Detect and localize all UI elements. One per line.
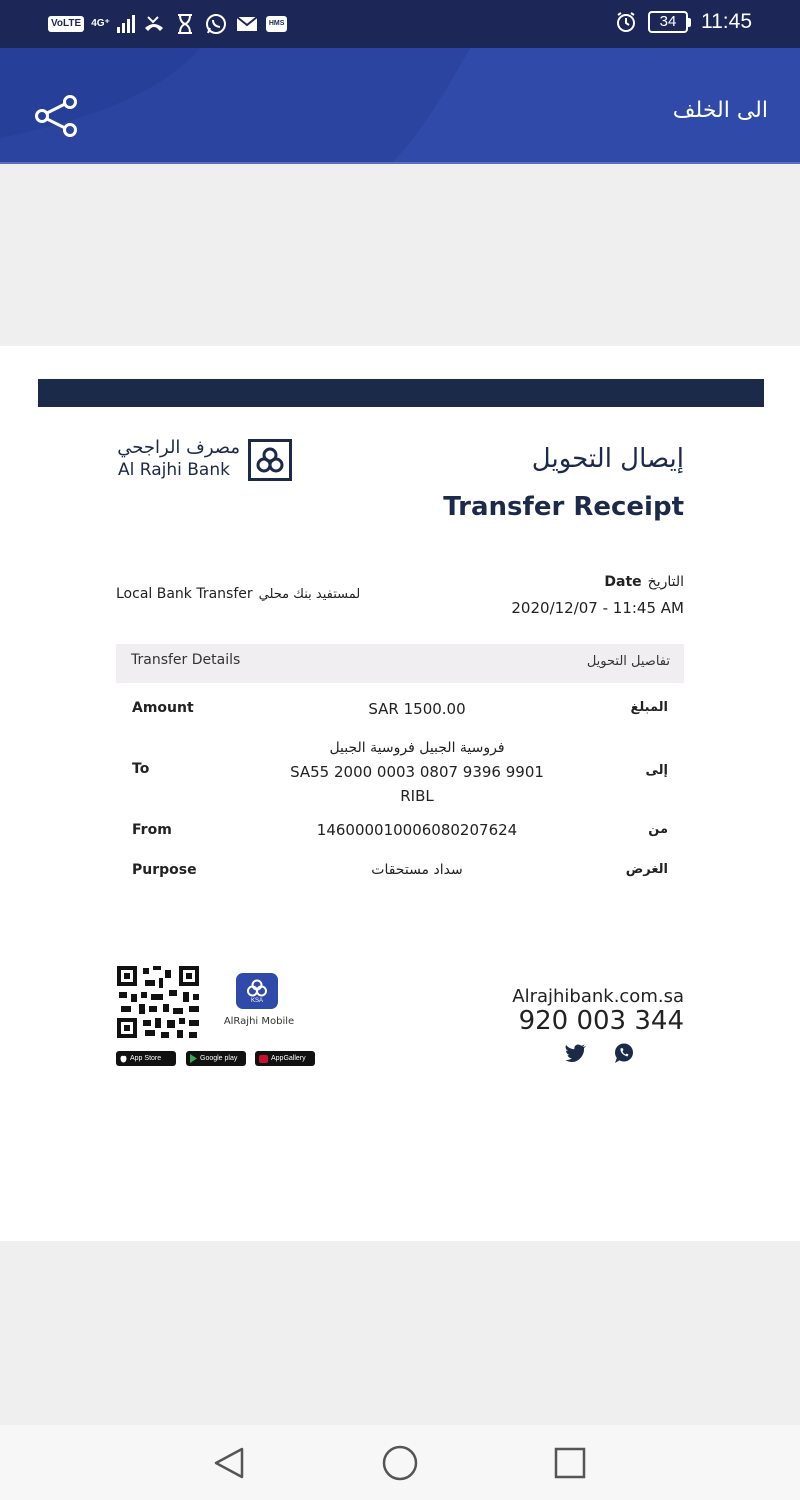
signal-icon bbox=[117, 15, 135, 33]
back-triangle-icon bbox=[212, 1446, 246, 1480]
amount-label-ar: المبلغ bbox=[630, 700, 668, 715]
battery-icon bbox=[648, 11, 691, 33]
bank-logo bbox=[116, 438, 294, 484]
status-bar bbox=[0, 0, 800, 48]
details-header-ar: تفاصيل التحويل bbox=[586, 654, 670, 669]
nav-back-button[interactable] bbox=[205, 1441, 253, 1485]
phone-number[interactable]: 920 003 344 bbox=[518, 1006, 684, 1036]
to-label: To bbox=[132, 761, 150, 777]
transfer-receipt bbox=[0, 346, 800, 1241]
status-time: 11:45 bbox=[701, 10, 752, 33]
nav-home-button[interactable] bbox=[376, 1441, 424, 1485]
receipt-title-arabic: إيصال التحويل bbox=[531, 444, 684, 474]
recents-square-icon bbox=[553, 1446, 587, 1480]
purpose-value bbox=[262, 858, 572, 882]
home-circle-icon bbox=[381, 1444, 419, 1482]
purpose-label: Purpose bbox=[132, 862, 197, 878]
receipt-title: Transfer Receipt bbox=[443, 492, 684, 522]
transfer-details-header bbox=[116, 644, 684, 683]
to-value bbox=[262, 736, 572, 808]
app-gallery-label: AppGallery bbox=[271, 1055, 306, 1062]
from-label-ar: من bbox=[648, 822, 668, 837]
app-name: AlRajhi Mobile bbox=[223, 1016, 295, 1027]
google-play-badge[interactable] bbox=[186, 1051, 246, 1066]
back-button[interactable]: الى الخلف bbox=[672, 98, 768, 123]
hms-icon: HMS bbox=[266, 16, 288, 32]
alarm-icon bbox=[614, 10, 638, 34]
missed-call-icon bbox=[142, 12, 166, 36]
beneficiary-name: فروسية الجبيل فروسية الجبيل bbox=[329, 740, 505, 756]
amount-value: SAR 1500.00 bbox=[368, 700, 466, 718]
bank-name-english: Al Rajhi Bank bbox=[118, 460, 230, 480]
battery-level: 34 bbox=[648, 11, 688, 33]
beneficiary-bank: RIBL bbox=[400, 787, 434, 805]
app-store-label: App Store bbox=[130, 1055, 162, 1062]
whatsapp-icon bbox=[204, 12, 228, 36]
share-button[interactable] bbox=[28, 91, 84, 141]
date-label-ar: التاريخ bbox=[647, 574, 684, 590]
network-type: 4G⁺ bbox=[91, 18, 110, 29]
hourglass-icon bbox=[173, 12, 197, 36]
huawei-icon bbox=[259, 1055, 268, 1063]
bank-name-arabic: مصرف الراجحي bbox=[117, 437, 240, 458]
apple-icon bbox=[120, 1054, 127, 1063]
bank-logo-mark-icon bbox=[248, 439, 292, 481]
date-label-en: Date bbox=[604, 574, 642, 590]
google-play-label: Google play bbox=[200, 1055, 238, 1062]
to-label-ar: إلى bbox=[645, 763, 668, 778]
website-link[interactable]: Alrajhibank.com.sa bbox=[512, 986, 684, 1007]
transfer-type bbox=[116, 586, 360, 602]
purpose-label-ar: الغرض bbox=[625, 862, 668, 877]
mail-icon bbox=[235, 12, 259, 36]
transfer-type-ar: لمستفيد بنك محلي bbox=[258, 587, 361, 602]
from-value: 146000010006080207624 bbox=[316, 821, 518, 839]
purpose-text: سداد مستحقات bbox=[371, 862, 463, 878]
amount-label: Amount bbox=[132, 700, 194, 716]
share-icon bbox=[33, 95, 79, 137]
beneficiary-iban: SA55 2000 0003 0807 9396 9901 bbox=[290, 763, 544, 781]
status-icons-left bbox=[48, 12, 287, 36]
date-label bbox=[604, 574, 684, 590]
play-icon bbox=[190, 1054, 197, 1063]
date-value: 2020/12/07 - 11:45 AM bbox=[511, 599, 684, 617]
volte-icon: VoLTE bbox=[48, 16, 84, 32]
status-icons-right bbox=[614, 10, 752, 34]
twitter-icon[interactable] bbox=[564, 1043, 588, 1063]
nav-recents-button[interactable] bbox=[546, 1441, 594, 1485]
app-bar bbox=[0, 48, 800, 164]
transfer-type-en: Local Bank Transfer bbox=[116, 586, 253, 602]
from-label: From bbox=[132, 822, 172, 838]
receipt-header-band bbox=[38, 379, 764, 407]
app-store-badge[interactable] bbox=[116, 1051, 176, 1066]
qr-code-icon bbox=[117, 966, 199, 1038]
alrajhi-mobile-app-icon[interactable] bbox=[236, 973, 278, 1009]
details-header-en: Transfer Details bbox=[131, 652, 241, 668]
app-gallery-badge[interactable] bbox=[255, 1051, 315, 1066]
app-badge: KSA bbox=[250, 997, 263, 1004]
whatsapp-contact-icon[interactable] bbox=[612, 1043, 636, 1063]
system-nav-bar bbox=[0, 1425, 800, 1500]
